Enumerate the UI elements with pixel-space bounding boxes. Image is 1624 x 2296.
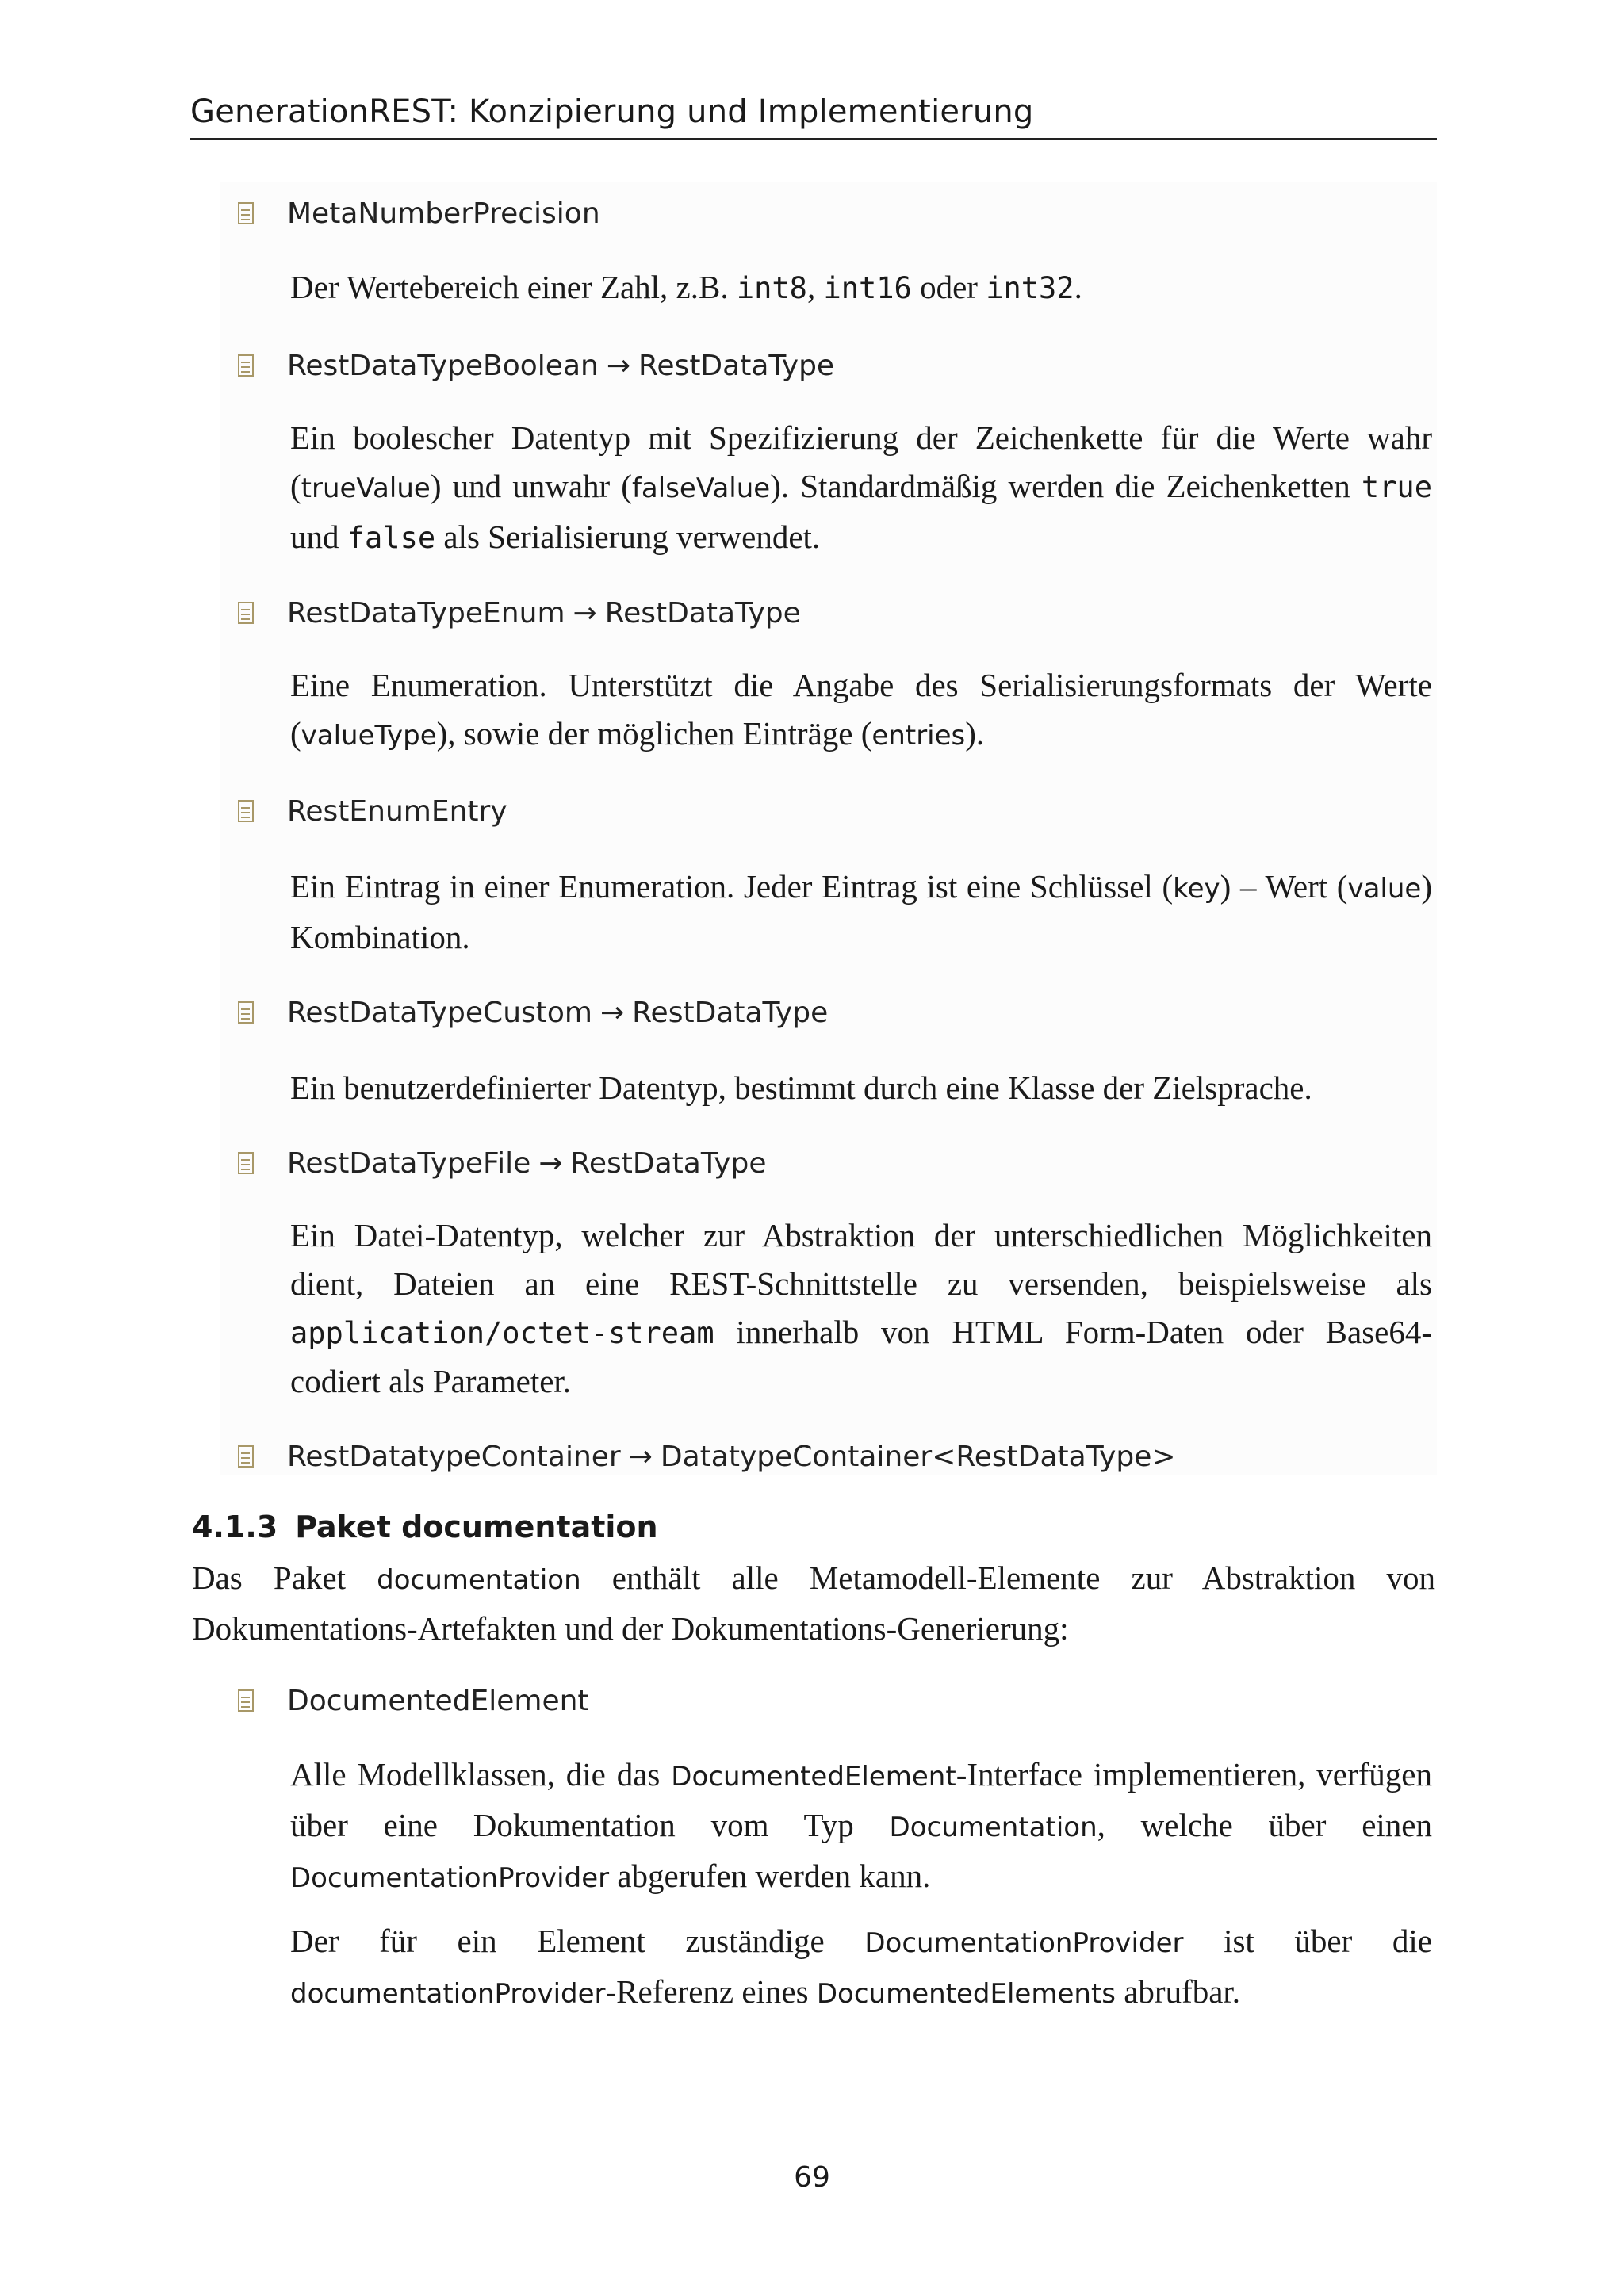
text-run: -Referenz eines — [605, 1973, 817, 2010]
item-name: RestDataTypeBoolean — [287, 349, 599, 382]
header-rule — [190, 138, 1437, 140]
item-heading-restdatatypecustom — [238, 993, 1435, 1032]
section-heading — [192, 1510, 1429, 1544]
class-icon — [238, 354, 254, 377]
class-icon — [238, 800, 254, 822]
class-icon — [238, 1001, 254, 1024]
sans-run: DocumentedElement — [671, 1761, 956, 1793]
class-icon — [238, 1689, 254, 1712]
item-description-restdatatypecustom — [290, 1064, 1432, 1112]
section-intro — [192, 1554, 1435, 1653]
code-run: int8 — [736, 271, 807, 305]
item-name: RestDataTypeCustom — [287, 996, 592, 1029]
item-heading-restdatatypefile — [238, 1143, 1435, 1183]
item-heading-restdatatypeenum — [238, 593, 1435, 633]
item-description-documentedelement — [290, 1751, 1432, 1903]
item-parent: DatatypeContainer<RestDataType> — [660, 1440, 1176, 1473]
inherits-arrow: → — [538, 1146, 563, 1180]
text-run: ) Kombination. — [290, 868, 1432, 955]
page-number: 69 — [794, 2161, 830, 2194]
sans-run: documentation — [377, 1564, 581, 1596]
text-run: ), sowie der möglichen Einträge ( — [436, 715, 872, 752]
running-head: GenerationREST: Konzipierung und Implementierung — [190, 94, 1034, 130]
item-parent: RestDataType — [638, 349, 835, 382]
item-name: RestDataTypeEnum — [287, 596, 565, 629]
class-icon — [238, 602, 254, 624]
text-run: ). — [965, 715, 985, 752]
text-run: innerhalb von HTML Form-Daten oder Base64-codiert als Parameter. — [290, 1314, 1432, 1399]
code-run: application/octet-stream — [290, 1316, 714, 1350]
class-icon — [238, 1152, 254, 1174]
item-name: MetaNumberPrecision — [287, 197, 600, 230]
item-description-restdatatypeboolean — [290, 414, 1432, 562]
text-run: , — [806, 269, 824, 305]
inherits-arrow: → — [606, 349, 631, 382]
item-heading-restdatatypeboolean — [238, 346, 1435, 385]
class-icon — [238, 1445, 254, 1468]
item-description-metanumberprecision — [290, 263, 1432, 312]
sans-run: documentationProvider — [290, 1978, 606, 2010]
text-run: ). Standardmäßig werden die Zeichenketten — [770, 468, 1362, 504]
text-run: ist über die — [1183, 1923, 1432, 1959]
text-run: , welche über einen — [1097, 1807, 1432, 1843]
text-run: . — [1074, 269, 1082, 305]
text-run: abrufbar. — [1115, 1973, 1241, 2010]
item-parent: RestDataType — [570, 1146, 767, 1180]
text-run: und — [290, 519, 347, 555]
sans-run: DocumentedElements — [816, 1978, 1116, 2010]
text-run: ) – Wert ( — [1220, 868, 1348, 905]
text-run: Eine Enumeration. Unterstützt die Angabe des Serialisierungsformats der Werte ( — [290, 667, 1432, 752]
item-heading-restenumentry — [238, 791, 1435, 831]
text-run: -Interface implementieren, verfügen über eine Dokumentation vom Typ — [290, 1756, 1432, 1843]
text-run: abgerufen werden kann. — [609, 1858, 931, 1894]
section-title: Paket documentation — [295, 1510, 658, 1544]
text-run: ) und unwahr ( — [430, 468, 632, 504]
class-icon — [238, 202, 254, 224]
item-heading-documentedelement — [238, 1681, 1435, 1720]
sans-run: entries — [871, 720, 966, 752]
code-run: true — [1361, 470, 1432, 504]
item-description-documentedelement-2 — [290, 1917, 1432, 2019]
item-name: RestDataTypeFile — [287, 1146, 531, 1180]
item-parent: RestDataType — [604, 596, 801, 629]
sans-run: trueValue — [301, 473, 431, 504]
sans-run: key — [1173, 873, 1220, 905]
item-description-restdatatypeenum — [290, 661, 1432, 760]
item-description-restdatatypefile — [290, 1211, 1432, 1406]
text-run: Ein boolescher Datentyp mit Spezifizierung der Zeichenkette für die Werte wahr ( — [290, 419, 1432, 504]
inherits-arrow: → — [573, 596, 597, 629]
sans-run: value — [1347, 873, 1422, 905]
sans-run: DocumentationProvider — [864, 1927, 1184, 1959]
text-run: Das Paket — [192, 1559, 377, 1596]
text-run: oder — [911, 269, 986, 305]
text-run: Alle Modellklassen, die das — [290, 1756, 672, 1793]
text-run: Ein Datei-Datentyp, welcher zur Abstraktion der unterschiedlichen Möglichkeiten dient, Dateien an eine REST-Schnittstelle zu versenden, beispielsweise als — [290, 1217, 1432, 1302]
item-heading-restdatatypecontainer — [238, 1437, 1435, 1476]
item-name: RestDatatypeContainer — [287, 1440, 621, 1473]
text-run: enthält alle Metamodell-Elemente zur Abstraktion von Dokumentations-Artefakten und der Dokumentations-Generierung: — [192, 1559, 1435, 1647]
text-run: Der für ein Element zuständige — [290, 1923, 865, 1959]
text-run: Ein benutzerdefinierter Datentyp, bestimmt durch eine Klasse der Zielsprache. — [290, 1070, 1312, 1106]
sans-run: DocumentationProvider — [290, 1862, 610, 1894]
sans-run: falseValue — [631, 473, 771, 504]
text-run: Ein Eintrag in einer Enumeration. Jeder Eintrag ist eine Schlüssel ( — [290, 868, 1174, 905]
item-name: DocumentedElement — [287, 1684, 589, 1717]
item-parent: RestDataType — [632, 996, 829, 1029]
code-run: int16 — [823, 271, 912, 305]
item-description-restenumentry — [290, 863, 1432, 962]
item-name: RestEnumEntry — [287, 794, 508, 828]
text-run: als Serialisierung verwendet. — [435, 519, 821, 555]
sans-run: Documentation — [889, 1812, 1097, 1843]
section-number: 4.1.3 — [192, 1510, 278, 1544]
inherits-arrow: → — [599, 996, 625, 1029]
item-heading-metanumberprecision — [238, 193, 1435, 233]
sans-run: valueType — [301, 720, 437, 752]
text-run: Der Wertebereich einer Zahl, z.B. — [290, 269, 737, 305]
inherits-arrow: → — [628, 1440, 653, 1473]
code-run: false — [347, 521, 436, 555]
code-run: int32 — [986, 271, 1074, 305]
